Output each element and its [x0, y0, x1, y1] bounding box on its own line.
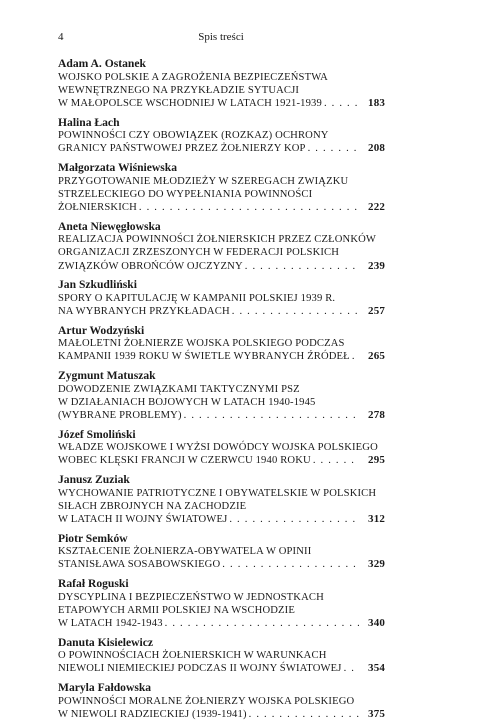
toc-entry [58, 473, 385, 526]
toc-entry [58, 428, 385, 468]
entry-title-line: ETAPOWYCH ARMII POLSKIEJ NA WSCHODZIE [58, 604, 295, 616]
toc-entry [58, 577, 385, 630]
entry-last-line [58, 97, 385, 110]
entry-page-number: 208 [368, 142, 385, 155]
dot-leader [137, 201, 359, 214]
entry-last-line [58, 305, 385, 318]
dot-leader [247, 708, 359, 721]
toc-entry [58, 369, 385, 422]
entry-title-line: W LATACH II WOJNY ŚWIATOWEJ [58, 513, 228, 525]
entry-title-line: DYSCYPLINA I BEZPIECZEŃSTWO W JEDNOSTKACH [58, 591, 324, 603]
entry-page-number: 183 [368, 96, 385, 109]
entry-last-line [58, 260, 385, 273]
entry-title-line: W LATACH 1942-1943 [58, 617, 163, 629]
entry-title-line: STANISŁAWA SOSABOWSKIEGO [58, 559, 221, 571]
toc-entry [58, 161, 385, 214]
entry-author: Halina Łach [58, 115, 120, 129]
toc-entry [58, 116, 385, 156]
dot-leader [322, 97, 359, 110]
entry-title-line: GRANICY PAŃSTWOWEJ PRZEZ ŻOŁNIERZY KOP [58, 143, 306, 155]
page-number: 4 [58, 31, 64, 43]
toc-entry [58, 57, 385, 110]
entry-title-line: WEWNĘTRZNEGO NA PRZYKŁADZIE SYTUACJI [58, 84, 300, 96]
entry-author: Adam A. Ostanek [58, 57, 146, 70]
entry-last-line [58, 201, 385, 214]
entry-title-line: WOBEC KLĘSKI FRANCJI W CZERWCU 1940 ROKU [58, 455, 311, 467]
toc-entry [58, 532, 385, 572]
entry-author: Maryla Fałdowska [58, 681, 152, 695]
entry-title-line: KSZTAŁCENIE ŻOŁNIERZA-OBYWATELA W OPINII [58, 546, 312, 558]
entry-title-line: MAŁOLETNI ŻOŁNIERZE WOJSKA POLSKIEGO PODCZAS [58, 338, 345, 350]
entry-last-line [58, 409, 385, 422]
dot-leader [342, 662, 359, 675]
entry-page-number: 329 [368, 558, 385, 571]
entry-title-line: STRZELECKIEGO DO WYPEŁNIANIA POWINNOŚCI [58, 188, 313, 200]
entry-title-line: WŁADZE WOJSKOWE I WYŻSI DOWÓDCY WOJSKA POLSKIEGO [58, 442, 378, 454]
entry-last-line [58, 513, 385, 526]
entry-title-line: SPORY O KAPITULACJĘ W KAMPANII POLSKIEJ 1939 R. [58, 292, 336, 304]
entry-title-line: W MAŁOPOLSCE WSCHODNIEJ W LATACH 1921-1939 [58, 97, 322, 109]
entry-title-line: NIEWOLI NIEMIECKIEJ PODCZAS II WOJNY ŚWIATOWEJ [58, 663, 342, 675]
entry-page-number: 354 [368, 662, 385, 675]
toc-entry [58, 278, 385, 318]
entry-page-number: 312 [368, 512, 385, 525]
entry-author: Rafał Roguski [58, 577, 129, 591]
toc-entry [58, 324, 385, 364]
entry-title-line: W DZIAŁANIACH BOJOWYCH W LATACH 1940-1945 [58, 396, 316, 408]
page-header [58, 31, 384, 45]
entry-title-line: WOJSKO POLSKIE A ZAGROŻENIA BEZPIECZEŃSTWA [58, 71, 328, 83]
toc-entry [58, 681, 385, 721]
entry-last-line [58, 708, 385, 721]
entry-author: Józef Smoliński [58, 427, 136, 441]
entry-title-line: POWINNOŚCI MORALNE ŻOŁNIERZY WOJSKA POLSKIEGO [58, 695, 355, 707]
entry-author: Jan Szkudliński [58, 278, 137, 292]
dot-leader [220, 558, 359, 571]
dot-leader [230, 305, 359, 318]
entry-title-line: WYCHOWANIE PATRIOTYCZNE I OBYWATELSKIE W POLSKICH [58, 487, 377, 499]
entry-page-number: 295 [368, 454, 385, 467]
entry-author: Danuta Kisielewicz [58, 635, 153, 649]
entry-author: Janusz Zuziak [58, 473, 130, 487]
entry-last-line [58, 617, 385, 630]
entry-last-line [58, 350, 385, 363]
entry-last-line [58, 662, 385, 675]
dot-leader [350, 350, 359, 363]
entry-title-line: ORGANIZACJI ZRZESZONYCH W FEDERACJI POLSKICH [58, 247, 340, 259]
entry-author: Małgorzata Wiśniewska [58, 161, 178, 175]
table-of-contents [58, 57, 385, 727]
entry-page-number: 375 [368, 707, 385, 720]
running-head: Spis treści [198, 31, 244, 43]
entry-last-line [58, 454, 385, 467]
entry-title-line: POWINNOŚCI CZY OBOWIĄZEK (ROZKAZ) OCHRONY [58, 130, 329, 142]
entry-title-line: PRZYGOTOWANIE MŁODZIEŻY W SZEREGACH ZWIĄZKU [58, 175, 349, 187]
entry-title-line: (WYBRANE PROBLEMY) [58, 409, 182, 421]
entry-page-number: 239 [368, 259, 385, 272]
entry-last-line [58, 142, 385, 155]
entry-title-line: ŻOŁNIERSKICH [58, 201, 137, 213]
toc-entry [58, 220, 385, 273]
dot-leader [311, 454, 359, 467]
entry-author: Artur Wodzyński [58, 323, 145, 337]
entry-title-line: SIŁACH ZBROJNYCH NA ZACHODZIE [58, 500, 247, 512]
dot-leader [182, 409, 359, 422]
entry-page-number: 265 [368, 350, 385, 363]
entry-page-number: 257 [368, 304, 385, 317]
entry-page-number: 340 [368, 616, 385, 629]
dot-leader [163, 617, 359, 630]
entry-author: Piotr Semków [58, 531, 128, 545]
entry-title-line: REALIZACJA POWINNOŚCI ŻOŁNIERSKICH PRZEZ CZŁONKÓW [58, 234, 377, 246]
entry-page-number: 278 [368, 408, 385, 421]
entry-title-line: KAMPANII 1939 ROKU W ŚWIETLE WYBRANYCH ŹRÓDEŁ [58, 351, 350, 363]
entry-title-line: ZWIĄZKÓW OBROŃCÓW OJCZYZNY [58, 260, 243, 272]
dot-leader [243, 260, 359, 273]
entry-last-line [58, 558, 385, 571]
entry-author: Zygmunt Matuszak [58, 369, 156, 383]
entry-title-line: NA WYBRANYCH PRZYKŁADACH [58, 305, 230, 317]
entry-author: Aneta Niewęgłowska [58, 219, 161, 233]
entry-title-line: DOWODZENIE ZWIĄZKAMI TAKTYCZNYMI PSZ [58, 383, 300, 395]
entry-title-line: O POWINNOŚCIACH ŻOŁNIERSKICH W WARUNKACH [58, 650, 327, 662]
entry-title-line: W NIEWOLI RADZIECKIEJ (1939-1941) [58, 708, 247, 720]
toc-entry [58, 636, 385, 676]
dot-leader [306, 142, 359, 155]
dot-leader [227, 513, 359, 526]
entry-page-number: 222 [368, 200, 385, 213]
